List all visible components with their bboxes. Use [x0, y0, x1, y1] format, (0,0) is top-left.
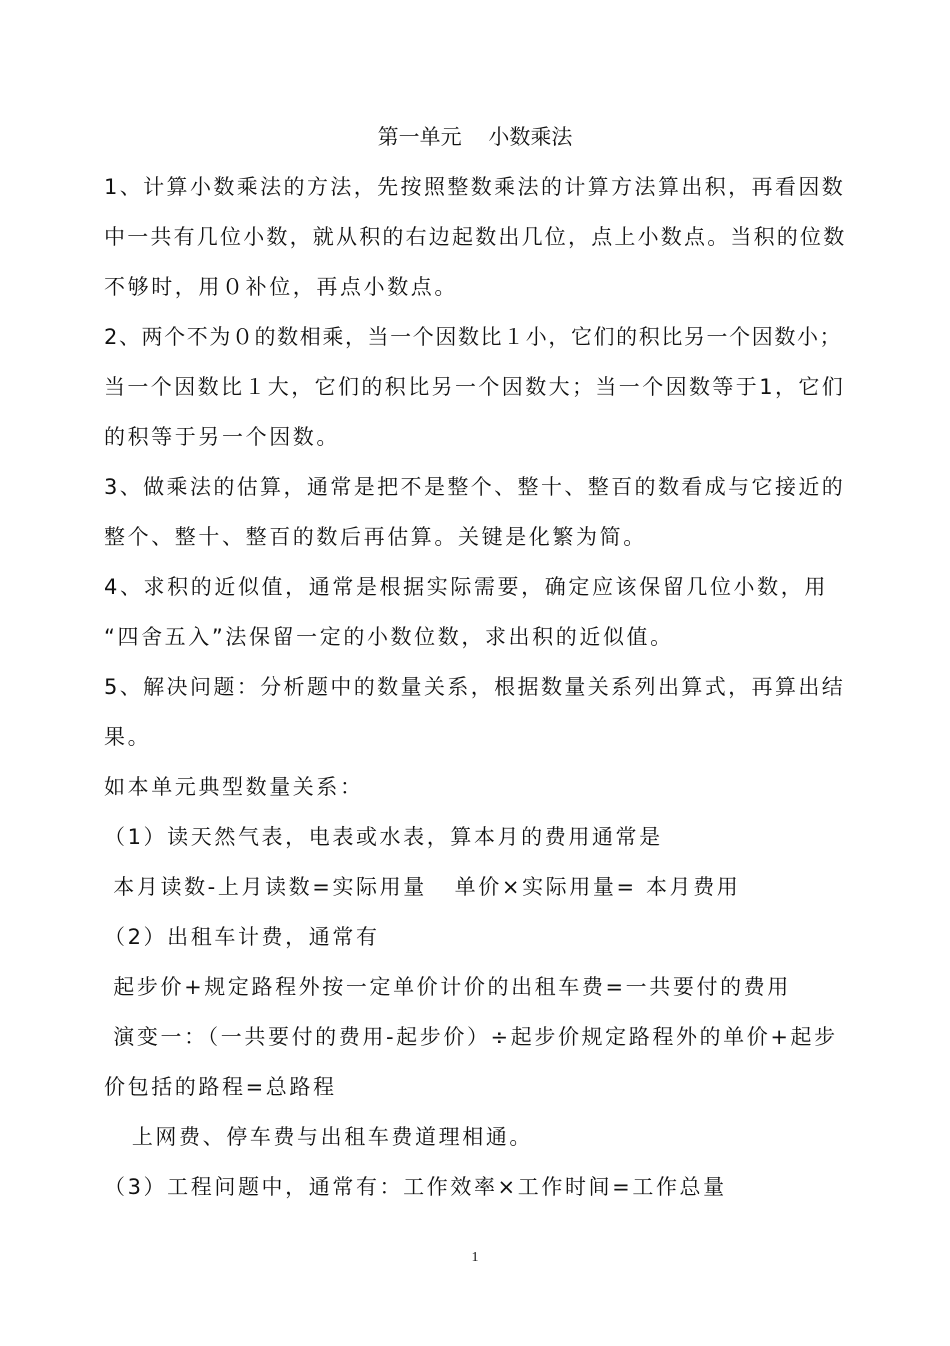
text-line: 本月读数-上月读数=实际用量 单价×实际用量= 本月费用: [104, 875, 741, 899]
text-line: （1）读天然气表，电表或水表，算本月的费用通常是: [104, 825, 663, 849]
text-line: 4、求积的近似值，通常是根据实际需要，确定应该保留几位小数，用: [104, 575, 828, 599]
text-line: 的积等于另一个因数。: [104, 425, 340, 449]
text-line: 起步价+规定路程外按一定单价计价的出租车费=一共要付的费用: [104, 975, 791, 999]
text-line: 整个、整十、整百的数后再估算。关键是化繁为简。: [104, 525, 647, 549]
text-line: 2、两个不为０的数相乘，当一个因数比１小，它们的积比另一个因数小；: [104, 325, 843, 349]
text-line: “四舍五入”法保留一定的小数位数，求出积的近似值。: [104, 625, 674, 649]
text-line: 不够时，用０补位，再点小数点。: [104, 275, 458, 299]
text-line: 1、计算小数乘法的方法，先按照整数乘法的计算方法算出积，再看因数: [104, 175, 846, 199]
text-line: 当一个因数比１大，它们的积比另一个因数大；当一个因数等于1，它们: [104, 375, 846, 399]
text-line: 演变一：（一共要付的费用-起步价）÷起步价规定路程外的单价+起步: [104, 1025, 838, 1049]
page-number: 1: [471, 1250, 479, 1265]
text-line: 3、做乘法的估算，通常是把不是整个、整十、整百的数看成与它接近的: [104, 475, 846, 499]
text-line: 果。: [104, 725, 152, 749]
text-line: 上网费、停车费与出租车费道理相通。: [104, 1125, 534, 1149]
text-line: （2）出租车计费，通常有: [104, 925, 380, 949]
unit-title: 第一单元 小数乘法: [377, 125, 573, 149]
text-line: （3）工程问题中，通常有：工作效率×工作时间=工作总量: [104, 1175, 727, 1199]
text-line: 价包括的路程=总路程: [104, 1075, 337, 1099]
text-line: 5、解决问题：分析题中的数量关系，根据数量关系列出算式，再算出结: [104, 675, 846, 699]
text-line: 如本单元典型数量关系：: [104, 775, 364, 799]
text-line: 中一共有几位小数，就从积的右边起数出几位，点上小数点。当积的位数: [104, 225, 847, 249]
